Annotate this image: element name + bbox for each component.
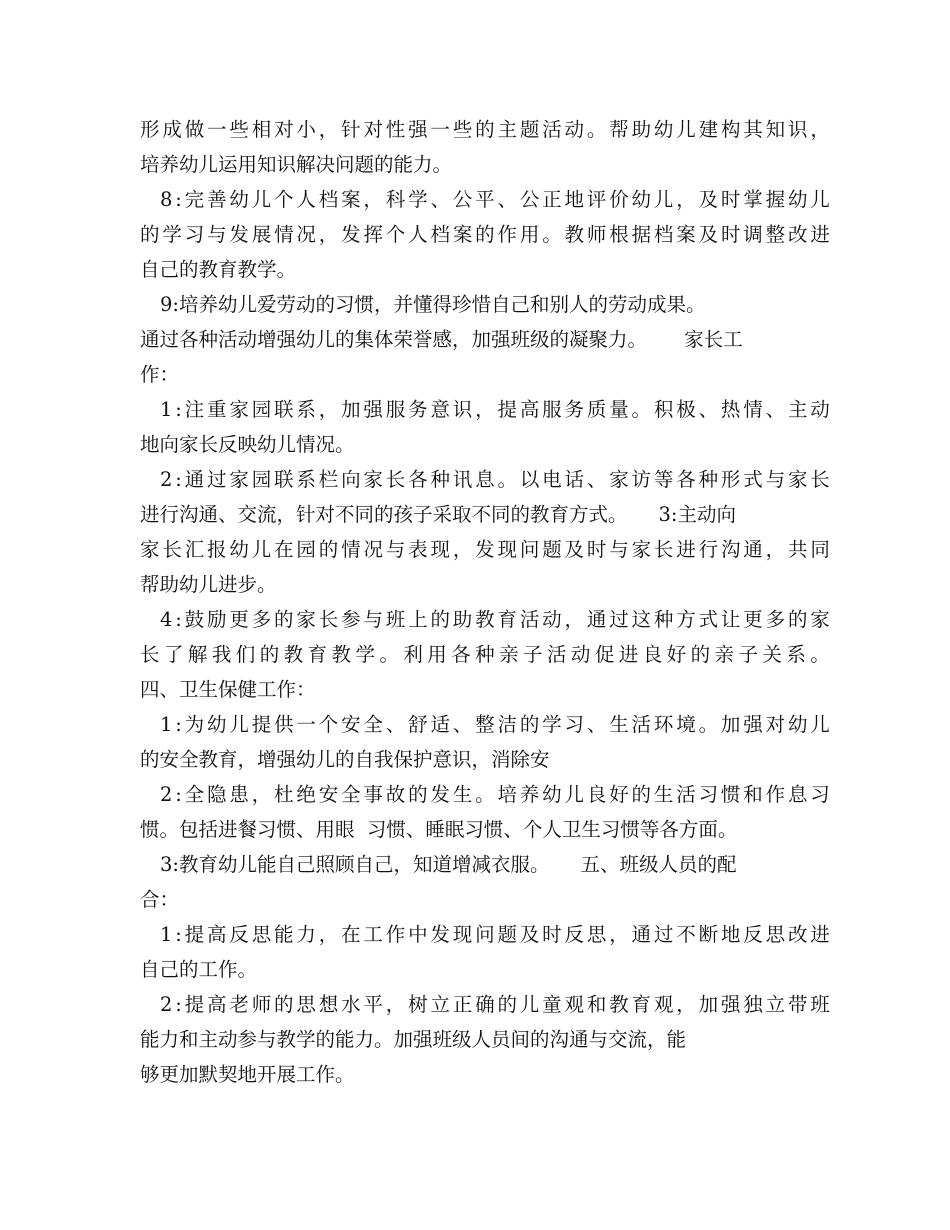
text-line: 8 : 完 善 幼 儿 个 人 档 案 ， 科 学 、 公 平 、 公 正 地 评 价 幼 儿 ， 及 时 掌 握 幼 儿 [160, 188, 830, 211]
text-line: 形 成 做 一 些 相 对 小 ， 针 对 性 强 一 些 的 主 题 活 动 。 帮 助 幼 儿 建 构 其 知 识 ， [140, 118, 830, 141]
text-line: 合： [140, 888, 180, 911]
text-line: 地向家长反映幼儿情况。 [140, 433, 355, 456]
text-line: 1 : 为 幼 儿 提 供 一 个 安 全 、 舒 适 、 整 洁 的 学 习 、 生 活 环 境 。 加 强 对 幼 儿 [160, 713, 830, 736]
text-line: 2 : 全 隐 患 ， 杜 绝 安 全 事 故 的 发 生 。 培 养 幼 儿 良 好 的 生 活 习 惯 和 作 息 习 [160, 783, 830, 806]
text-line: 1 : 注 重 家 园 联 系 ， 加 强 服 务 意 识 ， 提 高 服 务 质 量 。 积 极 、 热 情 、 主 动 [160, 398, 830, 421]
text-line: 通过各种活动增强幼儿的集体荣誉感，加强班级的凝聚力。 家长工 [140, 328, 743, 351]
text-line: 9:培养幼儿爱劳动的习惯，并懂得珍惜自己和别人的劳动成果。 [160, 293, 706, 316]
text-line: 自己的工作。 [140, 958, 258, 981]
text-line: 4 : 鼓 励 更 多 的 家 长 参 与 班 上 的 助 教 育 活 动 ， 通 过 这 种 方 式 让 更 多 的 家 [160, 608, 830, 631]
text-line: 3:教育幼儿能自己照顾自己，知道增减衣服。 五、班级人员的配 [160, 853, 737, 876]
text-line: 2 : 提 高 老 师 的 思 想 水 平 ， 树 立 正 确 的 儿 童 观 和 教 育 观 ， 加 强 独 立 带 班 [160, 993, 830, 1016]
text-line: 够更加默契地开展工作。 [140, 1063, 355, 1086]
text-line: 2 : 通 过 家 园 联 系 栏 向 家 长 各 种 讯 息 。 以 电 话 、 家 访 等 各 种 形 式 与 家 长 [160, 468, 830, 491]
document-body [140, 112, 830, 1092]
text-line: 的 学 习 与 发 展 情 况 ， 发 挥 个 人 档 案 的 作 用 。 教 师 根 据 档 案 及 时 调 整 改 进 [140, 223, 830, 246]
text-line: 自己的教育教学。 [140, 258, 297, 281]
text-line: 作： [140, 363, 180, 386]
text-line: 长 了 解 我 们 的 教 育 教 学 。 利 用 各 种 亲 子 活 动 促 进 良 好 的 亲 子 关 系 。 [140, 643, 830, 666]
text-line: 的安全教育，增强幼儿的自我保护意识，消除安 [140, 748, 550, 771]
text-line: 培养幼儿运用知识解决问题的能力。 [140, 153, 453, 176]
text-line: 惯。包括进餐习惯、用眼 习惯、睡眠习惯、个人卫生习惯等各方面。 [140, 818, 738, 841]
text-line: 进行沟通、交流，针对不同的孩子采取不同的教育方式。 3:主动向 [140, 503, 736, 526]
text-line: 1 : 提 高 反 思 能 力 ， 在 工 作 中 发 现 问 题 及 时 反 思 ， 通 过 不 断 地 反 思 改 进 [160, 923, 830, 946]
text-line: 四、卫生保健工作： [140, 678, 316, 701]
text-line: 帮助幼儿进步。 [140, 573, 277, 596]
text-line: 能力和主动参与教学的能力。加强班级人员间的沟通与交流，能 [140, 1028, 687, 1051]
text-line: 家 长 汇 报 幼 儿 在 园 的 情 况 与 表 现 ， 发 现 问 题 及 时 与 家 长 进 行 沟 通 ， 共 同 [140, 538, 830, 561]
